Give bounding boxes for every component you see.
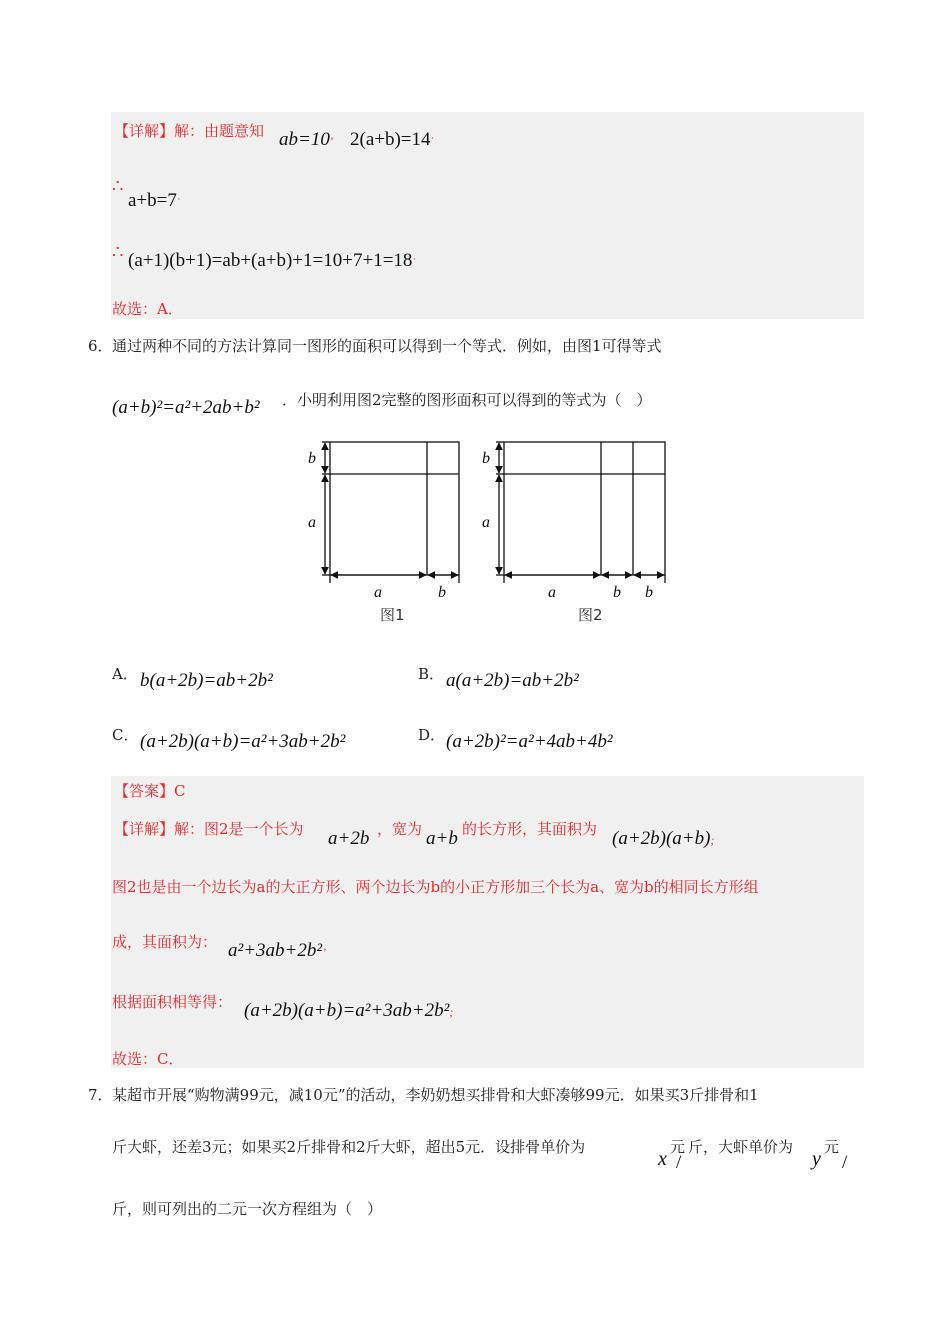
solution-6-answer: 【答案】C bbox=[114, 782, 186, 800]
solution-5-eq2: 2(a+b)=14˙ bbox=[350, 129, 435, 150]
therefore-symbol-1: ∴ bbox=[112, 176, 124, 197]
figure-2-side-b: b bbox=[482, 450, 490, 467]
question-7-slash-1: / bbox=[676, 1152, 682, 1173]
figure-2-label: 图2 bbox=[578, 606, 603, 624]
question-6-text-line1: 通过两种不同的方法计算同一图形的面积可以得到一个等式．例如，由图1可得等式 bbox=[112, 337, 662, 355]
question-6-text-line2: ．小明利用图2完整的图形面积可以得到的等式为（ ） bbox=[282, 391, 652, 409]
figure-1 bbox=[322, 442, 459, 583]
option-a-formula[interactable]: b(a+2b)=ab+2b² bbox=[140, 670, 273, 691]
solution-5-header: 【详解】解：由题意知 bbox=[114, 122, 265, 140]
figure-1-side-a: a bbox=[308, 514, 316, 531]
option-a-label[interactable]: A． bbox=[112, 665, 138, 683]
question-7-var-y: y bbox=[812, 1148, 821, 1170]
option-d-label[interactable]: D． bbox=[418, 726, 446, 744]
solution-6-line2: 图2也是由一个边长为a的大正方形、两个边长为b的小正方形加三个长为a、宽为b的相同长方形组 bbox=[112, 878, 759, 896]
solution-6-line3-prefix: 成，其面积为： bbox=[112, 933, 218, 951]
option-d-formula[interactable]: (a+2b)²=a²+4ab+4b² bbox=[446, 731, 613, 752]
solution-6-comma: ，宽为 bbox=[377, 820, 423, 838]
solution-6-width: a+b bbox=[426, 828, 458, 849]
question-7-var-x: x bbox=[658, 1148, 667, 1170]
option-c-formula[interactable]: (a+2b)(a+b)=a²+3ab+2b² bbox=[140, 731, 346, 752]
figure-2-bottom-a: a bbox=[548, 584, 556, 601]
solution-5-choice: 故选：A． bbox=[112, 300, 183, 318]
figure-1-bottom-a: a bbox=[374, 584, 382, 601]
question-7-unit-yuan-2: 元 bbox=[824, 1138, 840, 1156]
figure-2-side-a: a bbox=[482, 514, 490, 531]
question-7-slash-2: / bbox=[842, 1152, 848, 1173]
question-7-unit-yuan-1: 元 bbox=[670, 1138, 686, 1156]
solution-5-line3-eq: (a+1)(b+1)=ab+(a+b)+1=10+7+1=18˙ bbox=[128, 250, 417, 271]
therefore-symbol-2: ∴ bbox=[112, 242, 124, 263]
solution-6-line4-expr: (a+2b)(a+b)=a²+3ab+2b²; bbox=[244, 1000, 454, 1021]
solution-5-box bbox=[111, 112, 864, 319]
option-c-label[interactable]: C． bbox=[112, 726, 139, 744]
solution-6-area-text: 的长方形，其面积为 bbox=[462, 820, 598, 838]
solution-6-line3-expr: a²+3ab+2b²’ bbox=[228, 940, 327, 961]
figure-2-bottom-b1: b bbox=[613, 584, 621, 601]
question-6-number: 6． bbox=[88, 337, 113, 355]
solution-6-line4-prefix: 根据面积相等得： bbox=[112, 993, 233, 1011]
question-6-formula: (a+b)²=a²+2ab+b² bbox=[112, 397, 260, 418]
question-7-line2-a: 斤大虾，还差3元；如果买2斤排骨和2斤大虾，超出5元．设排骨单价为 bbox=[112, 1138, 586, 1156]
figure-2-bottom-b2: b bbox=[645, 584, 653, 601]
option-b-formula[interactable]: a(a+2b)=ab+2b² bbox=[446, 670, 579, 691]
solution-6-length: a+2b bbox=[328, 828, 370, 849]
option-b-label[interactable]: B． bbox=[418, 665, 445, 683]
figures-area-diagram bbox=[300, 435, 680, 630]
solution-5-eq1: ab=10’ bbox=[279, 129, 334, 150]
figure-1-bottom-b: b bbox=[438, 584, 446, 601]
solution-5-line2-eq: a+b=7˙ bbox=[128, 190, 181, 211]
solution-6-detail-prefix: 【详解】解：图2是一个长为 bbox=[114, 820, 304, 838]
figure-1-label: 图1 bbox=[380, 606, 405, 624]
solution-6-choice: 故选：C． bbox=[112, 1050, 184, 1068]
question-7-line3: 斤，则可列出的二元一次方程组为（ ） bbox=[112, 1200, 383, 1218]
question-7-number: 7． bbox=[88, 1086, 113, 1104]
figure-1-side-b: b bbox=[308, 450, 316, 467]
figure-2 bbox=[496, 442, 665, 583]
solution-6-area-expr: (a+2b)(a+b); bbox=[612, 828, 715, 849]
question-7-line1: 某超市开展“购物满99元，减10元”的活动，李奶奶想买排骨和大虾凑够99元．如果买3斤排骨和1 bbox=[112, 1086, 759, 1104]
question-7-line2-b: 斤，大虾单价为 bbox=[688, 1138, 794, 1156]
